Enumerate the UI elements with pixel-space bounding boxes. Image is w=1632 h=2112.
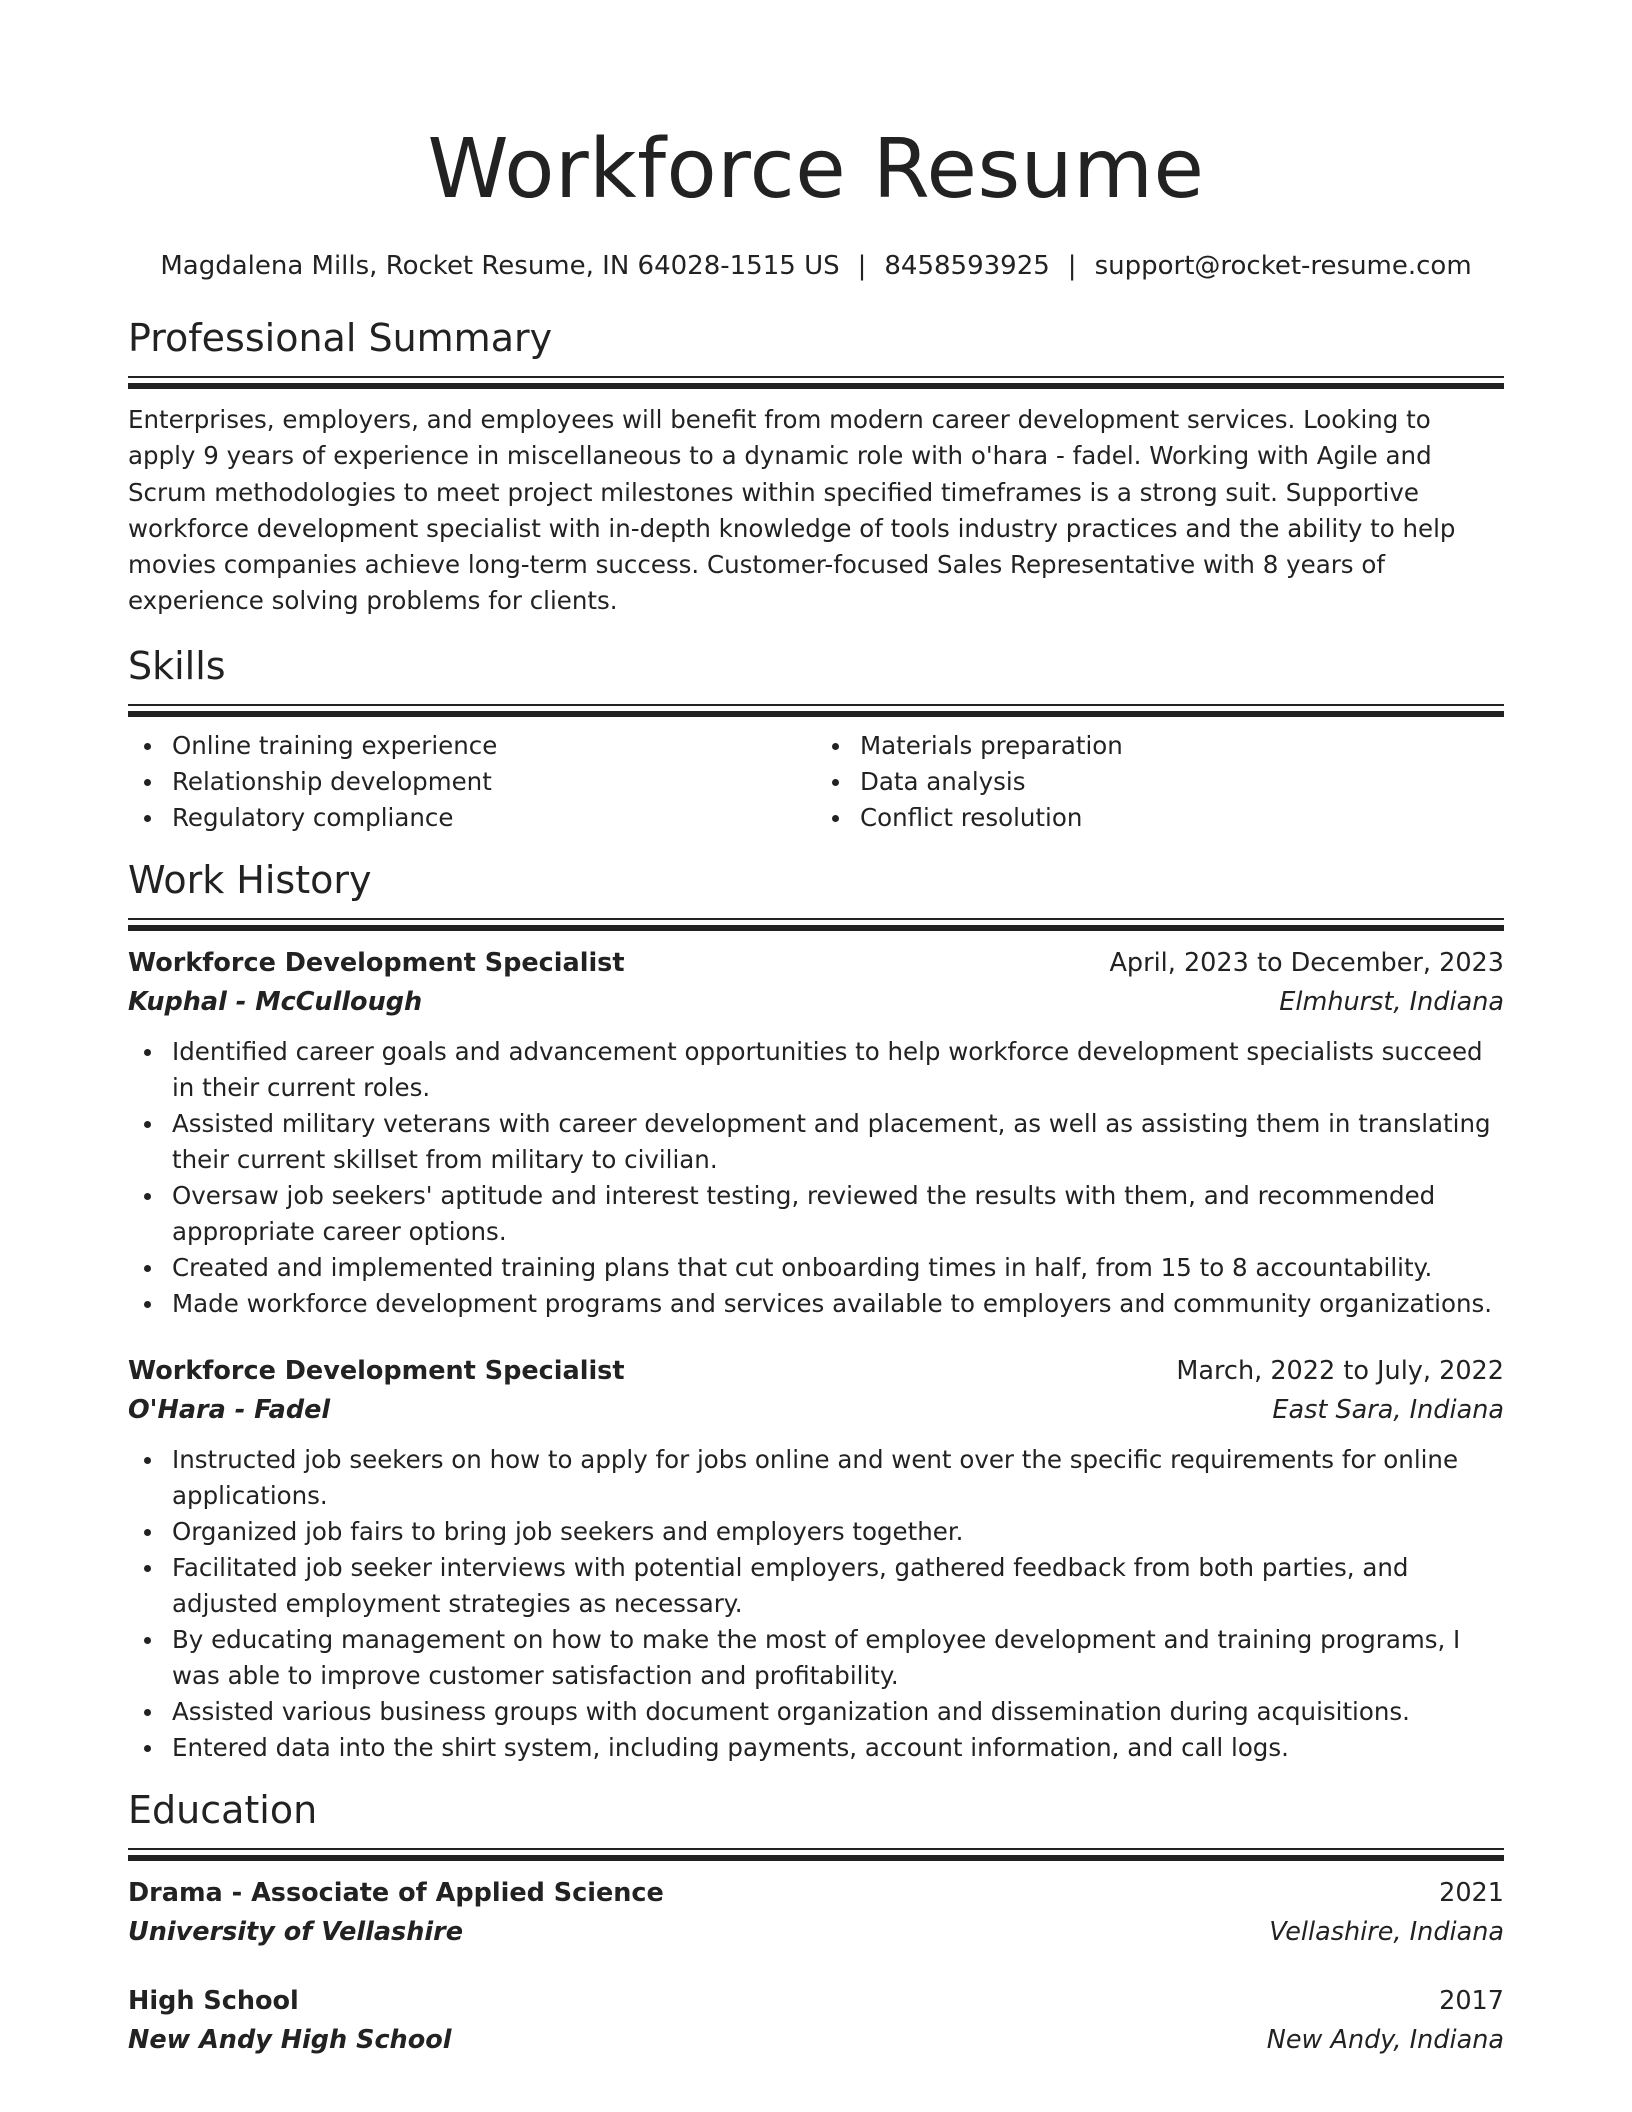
section-divider [128, 918, 1504, 932]
work-section [128, 856, 1504, 1766]
job-location: Elmhurst, Indiana [1279, 986, 1504, 1017]
education-degree: High School [128, 1985, 299, 2016]
education-section [128, 1786, 1504, 2060]
contact-separator: | [857, 251, 867, 281]
education-entry [128, 1874, 1504, 1952]
skills-columns [128, 728, 1504, 836]
job-dates: March, 2022 to July, 2022 [1176, 1355, 1504, 1386]
education-heading: Education [128, 1787, 318, 1832]
section-divider [128, 704, 1504, 718]
summary-text: Enterprises, employers, and employees will benefit from modern career development services. Looking to apply 9 years of experience in miscellaneous to a dynamic role with o'hara - fadel. Working with Agile and Scrum methodologies to meet project milestones within specified timeframes is a strong suit. Supportive workforce development specialist with in-depth knowledge of tools industry practices and the ability to help movies companies achieve long-term success. Customer-focused Sales Representative with 8 years of experience solving problems for clients. [128, 405, 1456, 616]
skill-item: Data analysis [860, 764, 1504, 800]
education-degree: Drama - Associate of Applied Science [128, 1877, 664, 1908]
contact-phone: 8458593925 [884, 251, 1050, 281]
contact-email: support@rocket-resume.com [1094, 251, 1472, 281]
job-bullet: Identified career goals and advancement opportunities to help workforce development specialists succeed in their current roles. [172, 1034, 1504, 1106]
job-entry [128, 944, 1504, 1322]
skill-item: Materials preparation [860, 728, 1504, 764]
skills-section [128, 642, 1504, 836]
job-bullet: Instructed job seekers on how to apply for jobs online and went over the specific requirements for online applications. [172, 1442, 1504, 1514]
summary-section [128, 314, 1504, 620]
education-school: University of Vellashire [128, 1916, 463, 1947]
contact-address: Magdalena Mills, Rocket Resume, IN 64028-1515 US [160, 251, 840, 281]
skills-heading: Skills [128, 643, 226, 688]
education-entry [128, 1982, 1504, 2060]
job-entry [128, 1352, 1504, 1766]
job-bullet: Made workforce development programs and services available to employers and community organizations. [172, 1286, 1504, 1322]
job-company: Kuphal - McCullough [128, 986, 423, 1017]
job-bullet: By educating management on how to make the most of employee development and training programs, I was able to improve customer satisfaction and profitability. [172, 1622, 1504, 1694]
education-location: New Andy, Indiana [1266, 2024, 1504, 2055]
job-bullet: Organized job fairs to bring job seekers and employers together. [172, 1514, 1504, 1550]
contact-separator: | [1067, 251, 1077, 281]
job-title: Workforce Development Specialist [128, 1355, 625, 1386]
contact-line [128, 248, 1504, 284]
job-bullets [128, 1442, 1504, 1766]
job-bullet: Created and implemented training plans that cut onboarding times in half, from 15 to 8 accountability. [172, 1250, 1504, 1286]
resume-page [128, 0, 1504, 2060]
education-year: 2021 [1439, 1877, 1504, 1908]
education-school: New Andy High School [128, 2024, 452, 2055]
skill-item: Relationship development [172, 764, 816, 800]
job-bullet: Facilitated job seeker interviews with potential employers, gathered feedback from both parties, and adjusted employment strategies as necessary. [172, 1550, 1504, 1622]
skill-item: Conflict resolution [860, 800, 1504, 836]
job-dates: April, 2023 to December, 2023 [1109, 947, 1504, 978]
skill-item: Regulatory compliance [172, 800, 816, 836]
skills-list-left [128, 728, 816, 836]
summary-heading: Professional Summary [128, 316, 553, 360]
job-title: Workforce Development Specialist [128, 947, 625, 978]
job-location: East Sara, Indiana [1272, 1394, 1504, 1425]
resume-title: Workforce Resume [427, 122, 1205, 217]
section-divider [128, 376, 1504, 390]
job-company: O'Hara - Fadel [128, 1394, 331, 1425]
job-bullet: Assisted various business groups with document organization and dissemination during acquisitions. [172, 1694, 1504, 1730]
job-bullet: Entered data into the shirt system, including payments, account information, and call logs. [172, 1730, 1504, 1766]
job-bullet: Oversaw job seekers' aptitude and interest testing, reviewed the results with them, and recommended appropriate career options. [172, 1178, 1504, 1250]
work-heading: Work History [128, 857, 372, 902]
skill-item: Online training experience [172, 728, 816, 764]
section-divider [128, 1848, 1504, 1862]
job-bullets [128, 1034, 1504, 1322]
skills-list-right [816, 728, 1504, 836]
job-bullet: Assisted military veterans with career development and placement, as well as assisting them in translating their current skillset from military to civilian. [172, 1106, 1504, 1178]
education-location: Vellashire, Indiana [1269, 1916, 1504, 1947]
education-year: 2017 [1439, 1985, 1504, 2016]
